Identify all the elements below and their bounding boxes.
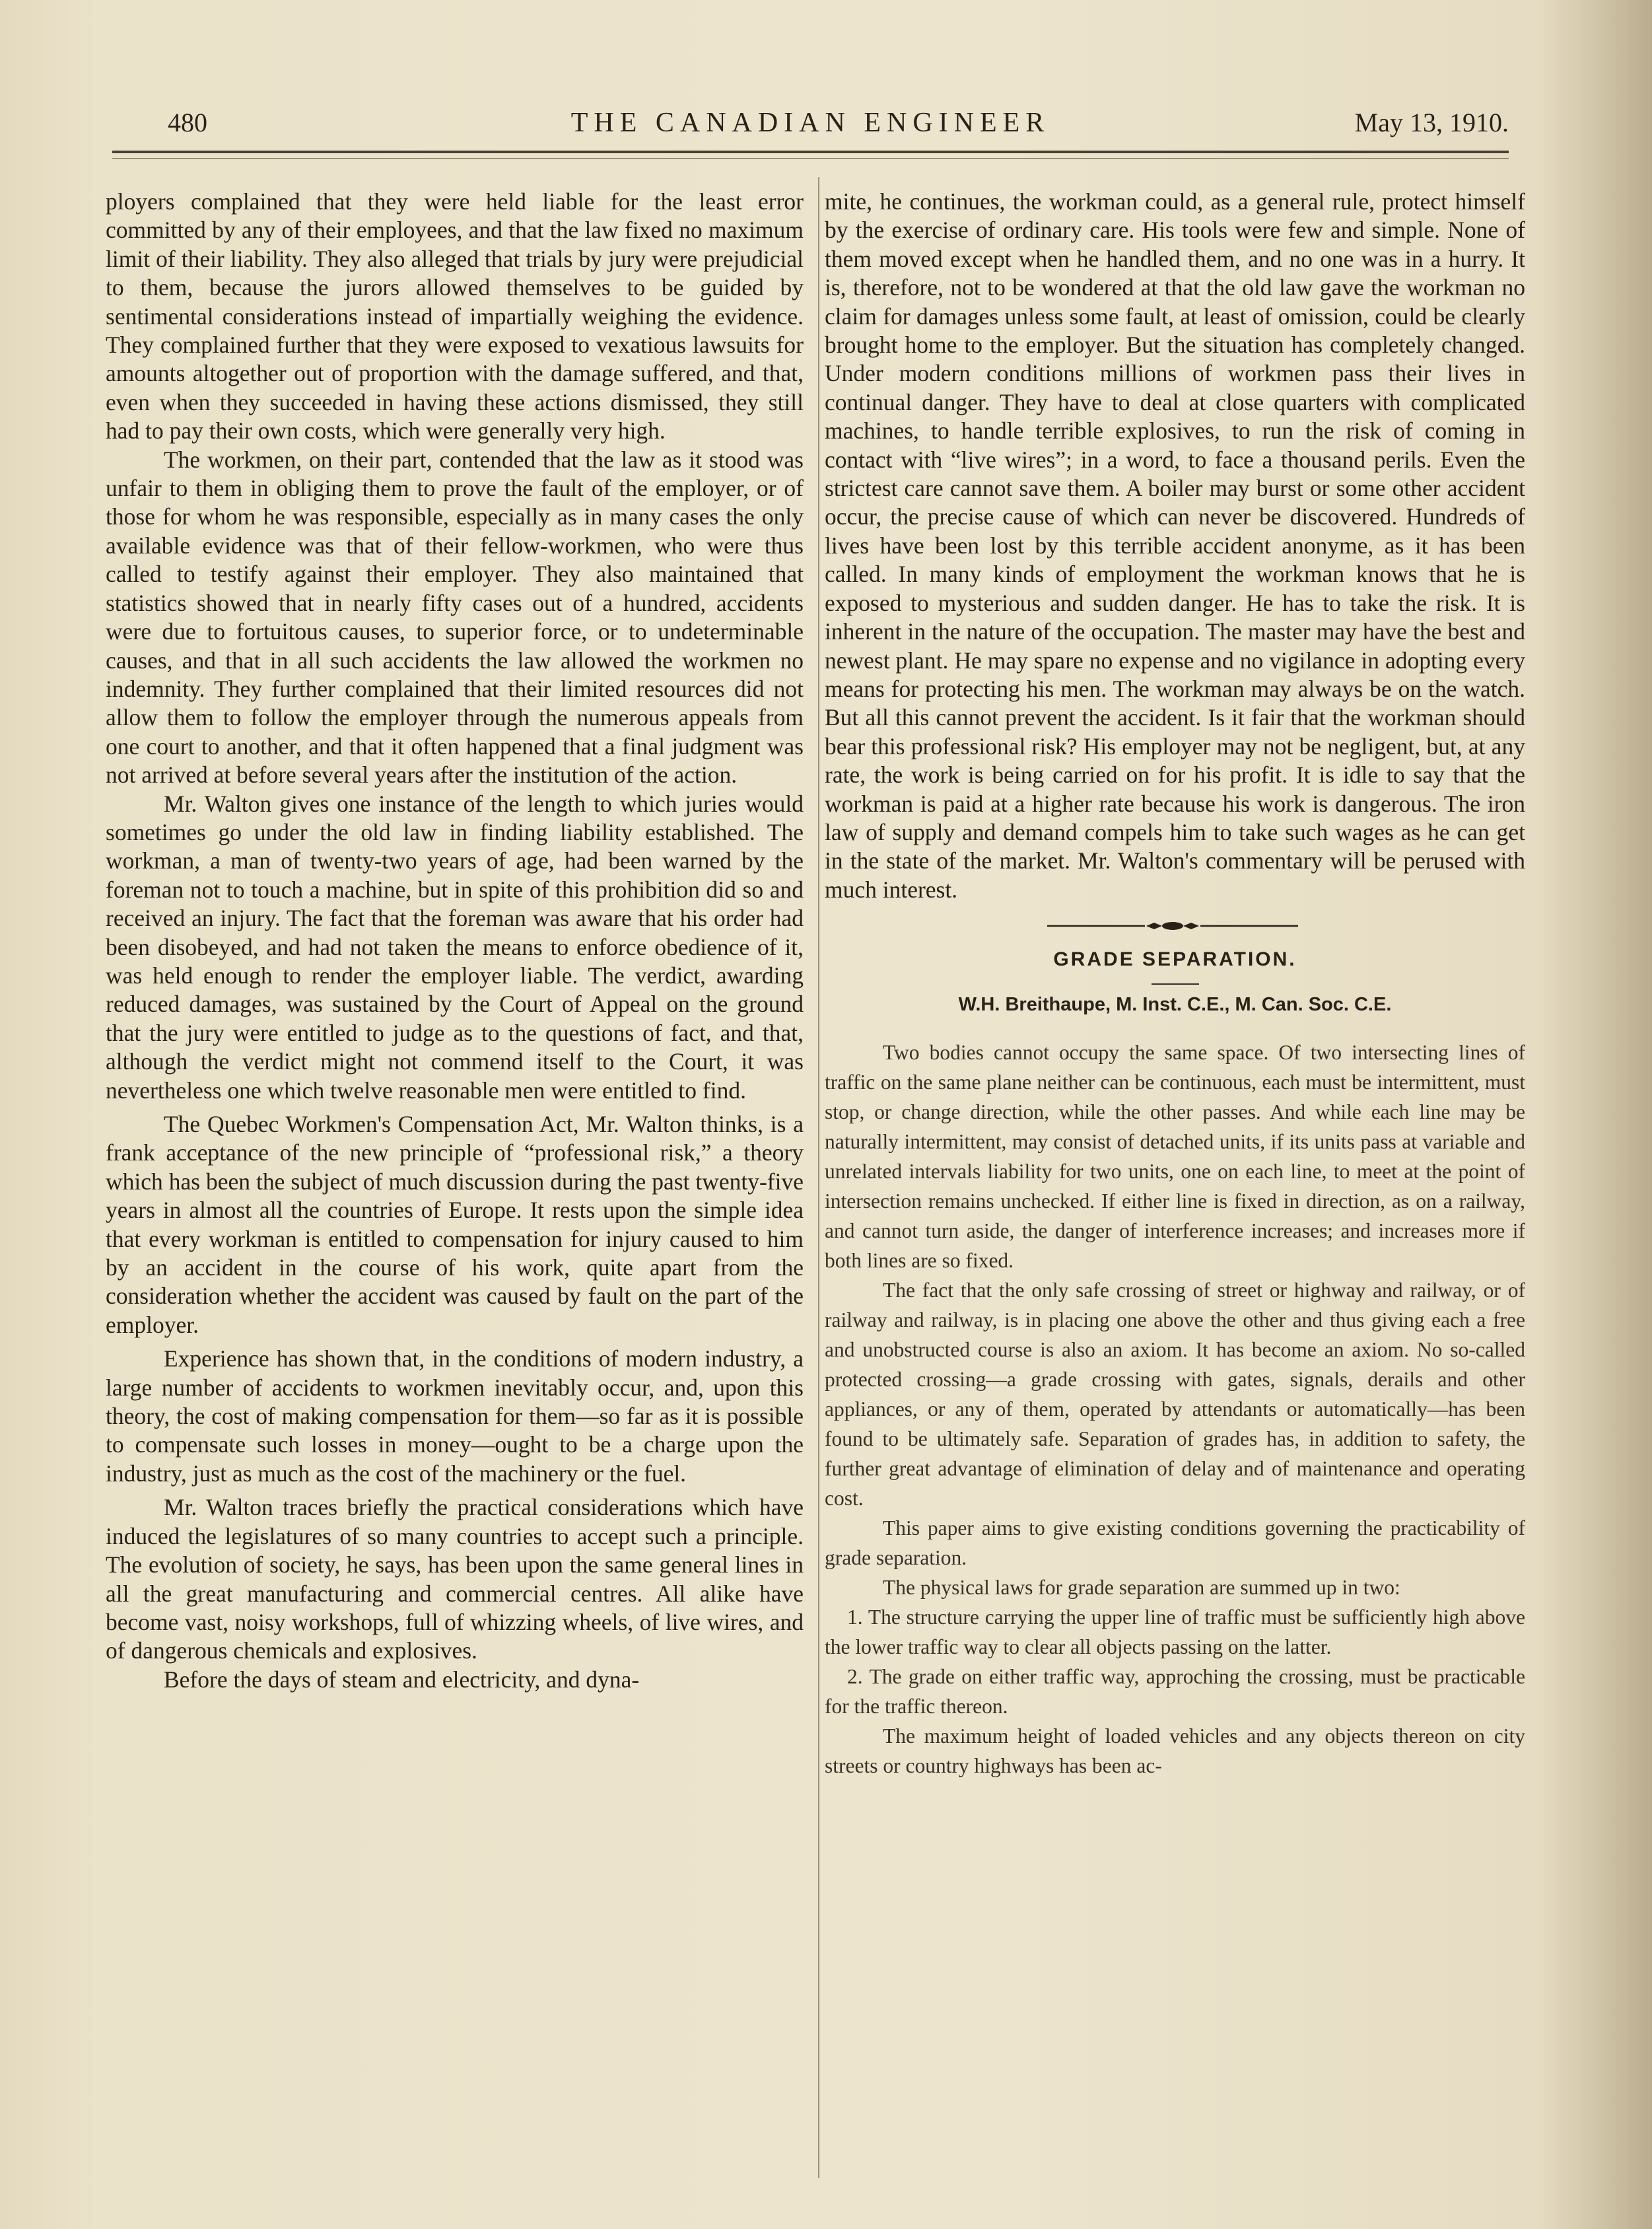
- paragraph: Experience has shown that, in the conditions of modern industry, a large number of accidents to workmen inevitably occur, and, upon this theory, the cost of making compensation for them—so far as it is possible to compensate such losses in money—ought to be a charge upon the industry, just as much as the cost of the machinery or the fuel.: [106, 1345, 804, 1487]
- page-number: 480: [168, 108, 207, 137]
- paragraph: mite, he continues, the workman could, as a general rule, protect himself by the exercise of ordinary care. His tools were few and simple. None of them moved except when he handled them, and no one was in a hurry. It is, therefore, not to be wondered at that the old law gave the workman no claim for damages unless some fault, at least of omission, could be clearly brought home to the employer. But the situation has completely changed. Under modern conditions millions of workmen pass their lives in continual danger. They have to deal at close quarters with complicated machines, to handle terrible explosives, to run the risk of coming in contact with “live wires”; in a word, to face a thousand perils. Even the strictest care cannot save them. A boiler may burst or some other accident occur, the precise cause of which can never be discovered. Hundreds of lives have been lost by this terrible accident anonyme, as it has been called. In many kinds of employment the workman knows that he is exposed to mysterious and sudden danger. He has to take the risk. It is inherent in the nature of the occupation. The master may have the best and newest plant. He may spare no expense and no vigilance in adopting every means for protecting his men. The workman may always be on the watch. But all this cannot prevent the accident. Is it fair that the workman should bear this professional risk? His employer may not be negligent, but, at any rate, the work is being carried on for his profit. It is idle to say that the workman is paid at a higher rate because his work is dangerous. The iron law of supply and demand compels him to take such wages as he can get in the state of the market. Mr. Walton's commentary will be perused with much interest.: [825, 188, 1525, 903]
- paragraph: The fact that the only safe crossing of street or highway and railway, or of railway and railway, is in placing one above the other and thus giving each a free and unobstructed course is also an axiom. It has become an axiom. No so-called protected crossing—a grade crossing with gates, signals, derails and other appliances, or any of them, operated by attendants or automatically—has been found to be ultimately safe. Separation of grades has, in addition to safety, the further great advantage of elimination of delay and of maintenance and operating cost.: [825, 1279, 1525, 1510]
- page-header: [112, 106, 1509, 152]
- article-byline: W.H. Breithaupe, M. Inst. C.E., M. Can. Soc. C.E.: [958, 994, 1392, 1016]
- header-rule-thick: [112, 151, 1509, 153]
- paragraph: The physical laws for grade separation are summed up in two:: [883, 1576, 1400, 1600]
- left-column: [106, 188, 804, 1694]
- paragraph: Mr. Walton gives one instance of the length to which juries would sometimes go under the old law in finding liability established. The workman, a man of twenty-two years of age, had been warned by the foreman not to touch a machine, but in spite of this prohibition did so and received an injury. The fact that the foreman was aware that his order had been disobeyed, and had not taken the means to enforce obedience of it, was held enough to render the employer liable. The verdict, awarding reduced damages, was sustained by the Court of Appeal on the ground that the jury were entitled to judge as to the questions of fact, and that, although the verdict might not commend itself to the Court, it was nevertheless one which twelve reasonable men were entitled to find.: [106, 790, 804, 1104]
- paragraph: Two bodies cannot occupy the same space. Of two intersecting lines of traffic on the same plane neither can be continuous, each must be intermittent, must stop, or change direction, while the other passes. And while each line may be naturally intermittent, may consist of detached units, if its units pass at variable and unrelated intervals liability for two units, one on each line, to meet at the point of intersection remains unchecked. If either line is fixed in direction, as on a railway, and cannot turn aside, the danger of interference increases; and increases more if both lines are so fixed.: [825, 1041, 1525, 1273]
- paragraph: ployers complained that they were held liable for the least error committed by any of their employees, and that the law fixed no maximum limit of their liability. They also alleged that trials by jury were prejudicial to them, because the jurors allowed themselves to be guided by sentimental considerations instead of impartially weighing the evidence. They complained further that they were exposed to vexatious lawsuits for amounts altogether out of proportion with the damage suffered, and that, even when they succeeded in having these actions dismissed, they still had to pay their own costs, which were generally very high.: [106, 188, 804, 444]
- header-rule-thin: [112, 158, 1509, 159]
- issue-date: May 13, 1910.: [1354, 108, 1509, 137]
- journal-title: THE CANADIAN ENGINEER: [570, 108, 1050, 138]
- paragraph: The Quebec Workmen's Compensation Act, Mr. Walton thinks, is a frank acceptance of the new principle of “professional risk,” a theory which has been the subject of much discussion during the past twenty-five years in almost all the countries of Europe. It rests upon the simple idea that every workman is entitled to compensation for injury caused to him by an accident in the course of his work, quite apart from the consideration whether the accident was caused by fault on the part of the employer.: [106, 1111, 804, 1338]
- article-title: GRADE SEPARATION.: [1053, 948, 1297, 971]
- section-ornament: [825, 916, 1525, 944]
- column-divider: [818, 177, 819, 2178]
- paragraph: Before the days of steam and electricity, and dyna-: [164, 1666, 640, 1693]
- paragraph: This paper aims to give existing conditions governing the practicability of grade separation.: [825, 1516, 1525, 1570]
- paragraph: The maximum height of loaded vehicles and any objects thereon on city streets or country highways has been ac-: [825, 1724, 1525, 1778]
- paragraph: The workmen, on their part, contended that the law as it stood was unfair to them in obliging them to prove the fault of the employer, or of those for whom he was responsible, especially as in many cases the only available evidence was that of their fellow-workmen, who were thus called to testify against their employer. They also maintained that statistics showed that in nearly fifty cases out of a hundred, accidents were due to fortuitous causes, to superior force, or to undeterminable causes, and that in all such accidents the law allowed the workmen no indemnity. They further complained that their limited resources did not allow them to follow the employer through the numerous appeals from one court to another, and that it often happened that a final judgment was not arrived at before several years after the institution of the action.: [106, 446, 804, 789]
- title-rule: [1152, 983, 1199, 985]
- paragraph: Mr. Walton traces briefly the practical considerations which have induced the legislatures of so many countries to accept such a principle. The evolution of society, he says, has been upon the same general lines in all the great manufacturing and commercial centres. All alike have become vast, noisy workshops, full of whizzing wheels, of live wires, and of dangerous chemicals and explosives.: [106, 1494, 804, 1664]
- list-item: 1. The structure carrying the upper line of traffic must be sufficiently high above the lower traffic way to clear all objects passing on the latter.: [825, 1606, 1525, 1659]
- article-body: [825, 1038, 1525, 1781]
- list-item: 2. The grade on either traffic way, approching the crossing, must be practicable for the traffic thereon.: [825, 1665, 1525, 1718]
- right-column: [825, 188, 1525, 1781]
